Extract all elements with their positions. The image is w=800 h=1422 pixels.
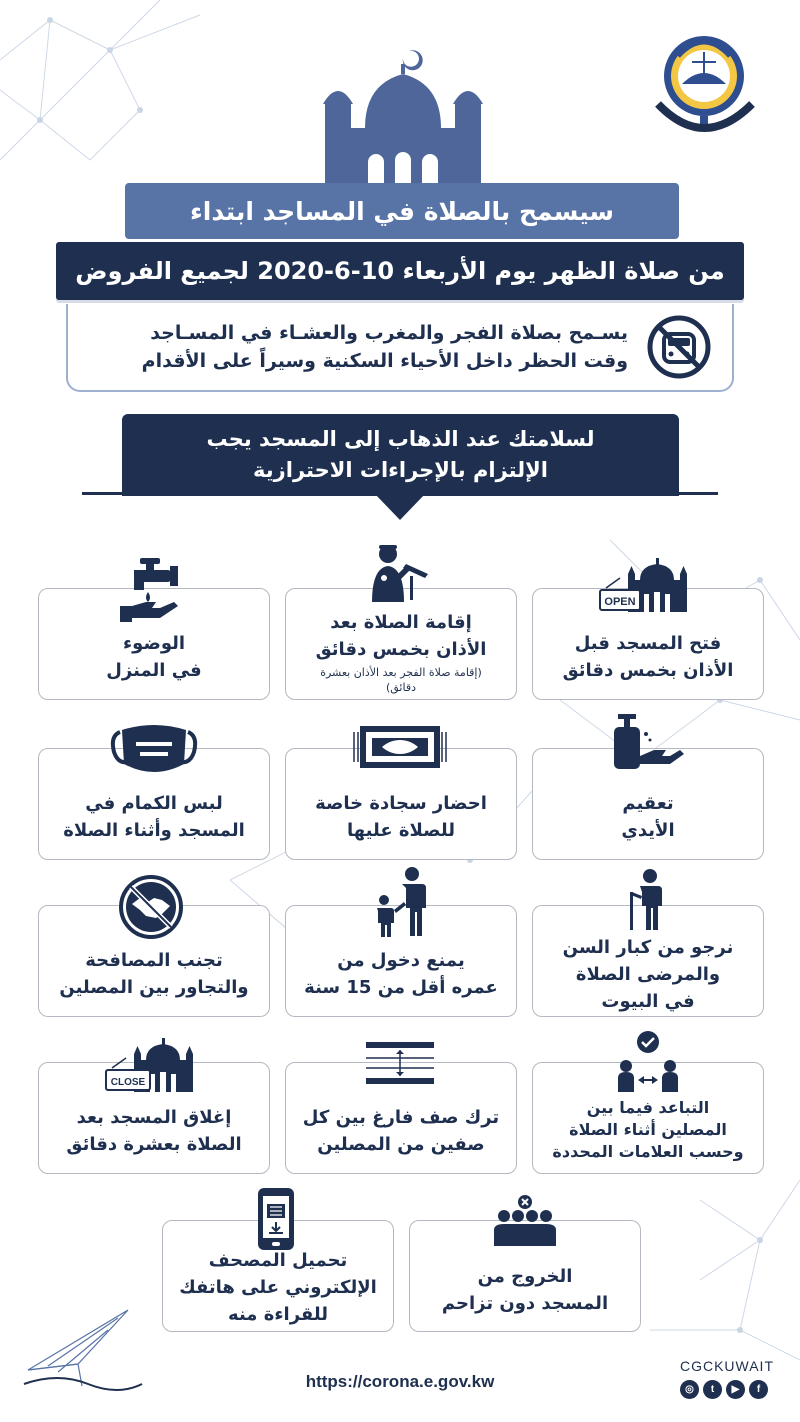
measure-text: في البيوت — [601, 990, 695, 1012]
measure-text: للقراءة منه — [228, 1303, 328, 1325]
adult-child-icon — [372, 866, 430, 938]
date-text: من صلاة الظهر يوم الأربعاء 10-6-2020 لجميع الفروض — [75, 257, 725, 285]
measure-text: عمره أقل من 15 سنة — [304, 977, 498, 998]
rows-gap-icon — [364, 1040, 436, 1086]
measure-text: فتح المسجد قبل — [574, 633, 722, 654]
measure-text: تحميل المصحف — [208, 1249, 348, 1271]
measure-text: الأيدي — [621, 820, 675, 841]
measure-text: الوضوء — [122, 633, 186, 654]
elderly-icon — [624, 868, 670, 932]
announcement-text: سيسمح بالصلاة في المساجد ابتداء — [190, 196, 614, 226]
measure-text: والتجاور بين المصلين — [59, 977, 249, 998]
close-sign-label: CLOSE — [110, 1077, 146, 1088]
instagram-icon[interactable]: ◎ — [680, 1380, 699, 1399]
measure-text: وحسب العلامات المحددة — [552, 1142, 744, 1161]
website-link[interactable]: https://corona.e.gov.kw — [305, 1372, 495, 1391]
measure-text: صفين من المصلين — [317, 1134, 485, 1155]
prayer-rug-icon — [352, 722, 448, 772]
distancing-icon — [616, 1030, 680, 1092]
measure-text: احضار سجادة خاصة — [315, 793, 487, 814]
social-icons — [680, 1380, 768, 1399]
measure-text: المصلين أثناء الصلاة — [569, 1120, 727, 1139]
measure-text: الأذان بخمس دقائق — [562, 660, 734, 681]
closed-mosque-icon — [104, 1028, 204, 1094]
measure-text: الإلكتروني على هاتفك — [179, 1276, 377, 1298]
government-communication-logo — [18, 1300, 148, 1410]
down-pointer — [375, 494, 425, 520]
measure-text: للصلاة عليها — [346, 820, 456, 841]
muezzin-icon — [366, 542, 436, 604]
measure-text: الخروج من — [477, 1266, 573, 1287]
measure-text: والمرضى الصلاة — [575, 963, 721, 985]
measure-text: تجنب المصافحة — [85, 950, 223, 971]
measure-card — [285, 588, 517, 700]
facebook-icon[interactable]: f — [749, 1380, 768, 1399]
measure-text: لبس الكمام في — [85, 793, 223, 814]
notice-line: وقت الحظر داخل الأحياء السكنية وسيراً على الأقدام — [141, 350, 628, 372]
open-mosque-icon — [598, 548, 698, 614]
open-sign-label: OPEN — [604, 596, 636, 608]
notice-line: يسـمح بصلاة الفجر والمغرب والعشـاء في المسـاجد — [150, 322, 628, 344]
measure-text: يمنع دخول من — [337, 950, 465, 971]
date-banner — [56, 242, 744, 300]
notice-text — [88, 319, 628, 375]
no-handshake-icon — [118, 874, 184, 940]
sanitizer-icon — [610, 712, 688, 772]
twitter-icon[interactable]: t — [703, 1380, 722, 1399]
tap-water-icon — [118, 554, 190, 622]
quran-phone-icon — [256, 1186, 296, 1252]
curfew-notice — [66, 304, 734, 392]
safety-heading — [122, 414, 679, 496]
measure-text: التباعد فيما بين — [586, 1098, 710, 1117]
no-crowd-icon — [492, 1194, 558, 1246]
no-car-icon — [646, 314, 712, 380]
measure-text: ترك صف فارغ بين كل — [302, 1107, 500, 1128]
measure-text: تعقيم — [622, 793, 674, 814]
safety-heading-line: الإلتزام بالإجراءات الاحترازية — [253, 458, 548, 482]
ministry-emblem-logo — [652, 22, 762, 152]
youtube-icon[interactable]: ▶ — [726, 1380, 745, 1399]
face-mask-icon — [108, 722, 200, 778]
safety-heading-line: لسلامتك عند الذهاب إلى المسجد يجب — [206, 427, 595, 451]
measure-text: المسجد وأثناء الصلاة — [63, 820, 245, 841]
social-handle: CGCKUWAIT — [679, 1358, 775, 1374]
measure-text: الصلاة بعشرة دقائق — [66, 1134, 242, 1155]
measure-note: (إقامة صلاة الفجر بعد الأذان بعشرة دقائق) — [320, 666, 482, 694]
measure-text: الأذان بخمس دقائق — [315, 639, 487, 660]
measure-text: نرجو من كبار السن — [562, 936, 734, 958]
mosque-silhouette-icon — [318, 44, 488, 186]
measure-text: في المنزل — [106, 660, 202, 681]
measure-text: إقامة الصلاة بعد — [330, 612, 472, 633]
announcement-banner — [125, 183, 679, 239]
measure-text: إغلاق المسجد بعد — [76, 1107, 232, 1128]
measure-text: المسجد دون تزاحم — [441, 1293, 609, 1314]
